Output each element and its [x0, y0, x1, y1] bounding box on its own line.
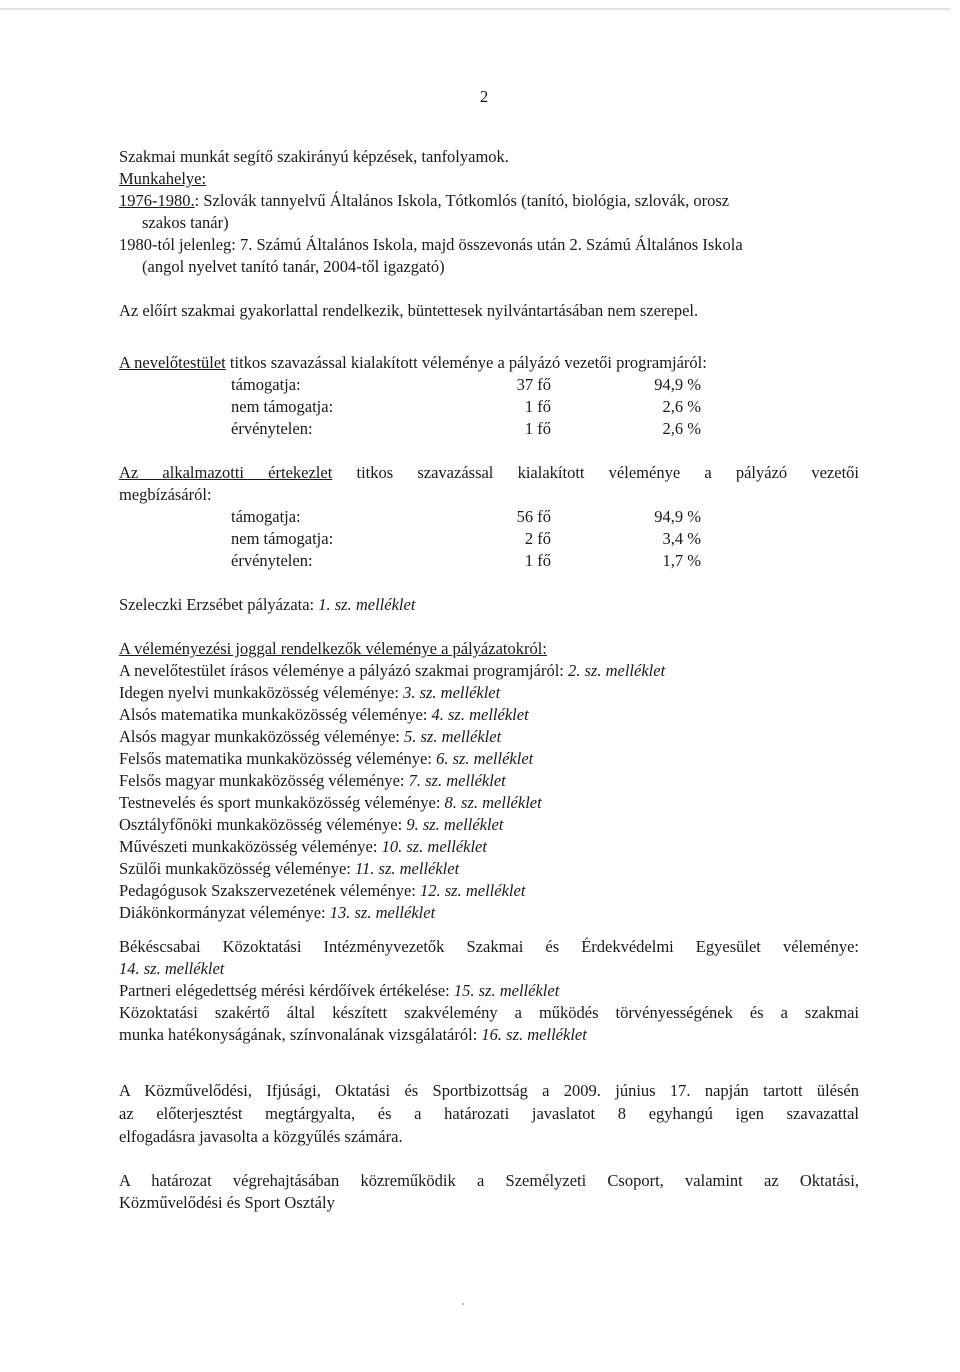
vote-label: érvénytelen: — [231, 419, 313, 438]
workplace-entry-1-cont: szakos tanár) — [142, 213, 229, 232]
page-number: 2 — [480, 87, 489, 106]
workplace-heading: Munkahelye: — [119, 169, 207, 188]
opinion-item — [119, 814, 503, 836]
opinion-item-14: Békéscsabai Közoktatási Intézményvezetők Szakmai és Érdekvédelmi Egyesület véleménye: — [119, 937, 859, 956]
opinion-item — [119, 748, 533, 770]
vote1-heading — [119, 352, 707, 374]
opinion-item — [119, 980, 559, 1002]
annex-ref: 13. sz. melléklet — [329, 903, 436, 922]
annex-ref: 11. sz. melléklet — [355, 859, 460, 878]
opinion-text: Alsós matematika munkaközösség véleménye: — [119, 705, 432, 724]
annex-ref: 1. sz. melléklet — [318, 595, 416, 614]
opinion-text: munka hatékonyságának, színvonalának vizsgálatáról: — [119, 1025, 482, 1044]
opinion-item — [119, 704, 529, 726]
workplace-entry-2: 1980-tól jelenleg: 7. Számú Általános Iskola, majd összevonás után 2. Számú Általános Iskola — [119, 235, 743, 254]
execution-line-1: A határozat végrehajtásában közreműködik a Személyzeti Csoport, valamint az Oktatási, — [119, 1171, 859, 1190]
committee-line-2: az előterjesztést megtárgyalta, és a határozati javaslatot 8 egyhangú igen szavazattal — [119, 1104, 859, 1123]
vote-count: 1 fő — [524, 551, 551, 570]
statement-text: Az előírt szakmai gyakorlattal rendelkezik, büntettesek nyilvántartásában nem szerepel. — [119, 301, 699, 320]
opinion-item — [119, 660, 665, 682]
annex-ref: 9. sz. melléklet — [406, 815, 504, 834]
vote2-row — [231, 528, 701, 550]
opinion-item-16-cont — [119, 1024, 587, 1046]
vote-percent: 2,6 % — [662, 419, 701, 438]
opinion-text: Osztályfőnöki munkaközösség véleménye: — [119, 815, 407, 834]
opinion-item — [119, 726, 501, 748]
vote2-heading-rest: titkos szavazással kialakított véleménye a pályázó vezetői — [332, 463, 859, 482]
vote-percent: 2,6 % — [662, 397, 701, 416]
committee-line-1: A Közművelődési, Ifjúsági, Oktatási és Sportbizottság a 2009. június 17. napján tartott ülésén — [119, 1081, 859, 1100]
opinion-item-16: Közoktatási szakértő által készített szakvélemény a működés törvényességének és a szakmai — [119, 1003, 859, 1022]
opinion-text: Pedagógusok Szakszervezetének véleménye: — [119, 881, 421, 900]
scan-edge-line — [0, 8, 950, 10]
annex-ref: 5. sz. melléklet — [404, 727, 502, 746]
vote-count: 1 fő — [524, 397, 551, 416]
annex-ref: 7. sz. melléklet — [408, 771, 506, 790]
annex-ref: 4. sz. melléklet — [431, 705, 529, 724]
vote-percent: 94,9 % — [654, 507, 701, 526]
vote2-row — [231, 550, 701, 572]
opinion-item — [119, 770, 506, 792]
opinion-item — [119, 682, 500, 704]
application-text: Szeleczki Erzsébet pályázata: — [119, 595, 319, 614]
opinion-item — [119, 792, 542, 814]
vote-label: támogatja: — [231, 375, 301, 394]
vote2-heading-cont: megbízásáról: — [119, 485, 212, 504]
vote1-row — [231, 418, 701, 440]
opinions-heading: A véleményezési joggal rendelkezők véleménye a pályázatokról: — [119, 639, 547, 658]
opinion-item — [119, 836, 487, 858]
vote-count: 56 fő — [516, 507, 551, 526]
vote-label: érvénytelen: — [231, 551, 313, 570]
opinion-item — [119, 858, 459, 880]
annex-ref: 14. sz. melléklet — [119, 959, 225, 978]
opinion-text: Művészeti munkaközösség véleménye: — [119, 837, 382, 856]
opinion-text: Testnevelés és sport munkaközösség véleménye: — [119, 793, 445, 812]
workplace-entry-2-cont: (angol nyelvet tanító tanár, 2004-től igazgató) — [142, 257, 445, 276]
application-line — [119, 594, 415, 616]
vote2-row — [231, 506, 701, 528]
vote-count: 2 fő — [524, 529, 551, 548]
vote-count: 37 fő — [516, 375, 551, 394]
vote2-heading-underlined: Az alkalmazotti értekezlet — [119, 463, 333, 482]
opinion-text: Alsós magyar munkaközösség véleménye: — [119, 727, 405, 746]
vote-count: 1 fő — [524, 419, 551, 438]
opinion-item — [119, 902, 435, 924]
annex-ref: 8. sz. melléklet — [444, 793, 542, 812]
committee-line-3: elfogadásra javasolta a közgyűlés számára. — [119, 1127, 403, 1146]
workplace-entry-1 — [119, 190, 729, 212]
vote-percent: 1,7 % — [662, 551, 701, 570]
vote-percent: 94,9 % — [654, 375, 701, 394]
annex-ref: 10. sz. melléklet — [381, 837, 487, 856]
annex-ref: 16. sz. melléklet — [481, 1025, 587, 1044]
vote1-row — [231, 396, 701, 418]
vote1-row — [231, 374, 701, 396]
scan-speck — [462, 1303, 464, 1305]
vote1-heading-underlined: A nevelőtestület — [119, 353, 226, 372]
workplace-years: 1976-1980. — [119, 191, 195, 210]
vote-label: támogatja: — [231, 507, 301, 526]
opinion-text: Felsős magyar munkaközösség véleménye: — [119, 771, 409, 790]
annex-ref: 2. sz. melléklet — [568, 661, 666, 680]
annex-ref: 6. sz. melléklet — [436, 749, 534, 768]
annex-ref: 15. sz. melléklet — [453, 981, 560, 1000]
vote1-heading-rest: titkos szavazással kialakított véleménye a pályázó vezetői programjáról: — [225, 353, 707, 372]
opinion-text: A nevelőtestület írásos véleménye a pályázó szakmai programjáról: — [119, 661, 569, 680]
opinion-text: Szülői munkaközösség véleménye: — [119, 859, 355, 878]
intro-text: Szakmai munkát segítő szakirányú képzések, tanfolyamok. — [119, 147, 509, 166]
opinion-text: Idegen nyelvi munkaközösség véleménye: — [119, 683, 404, 702]
annex-ref: 12. sz. melléklet — [420, 881, 526, 900]
opinion-text: Diákönkormányzat véleménye: — [119, 903, 330, 922]
annex-ref: 3. sz. melléklet — [403, 683, 501, 702]
execution-line-2: Közművelődési és Sport Osztály — [119, 1193, 335, 1212]
opinion-text: Partneri elégedettség mérési kérdőívek értékelése: — [119, 981, 454, 1000]
opinion-text: Felsős matematika munkaközösség véleménye: — [119, 749, 437, 768]
vote2-heading — [119, 462, 859, 484]
vote-label: nem támogatja: — [231, 397, 334, 416]
vote-label: nem támogatja: — [231, 529, 334, 548]
opinion-item — [119, 880, 525, 902]
workplace-entry-1-text: : Szlovák tannyelvű Általános Iskola, Tótkomlós (tanító, biológia, szlovák, orosz — [194, 191, 730, 210]
vote-percent: 3,4 % — [662, 529, 701, 548]
